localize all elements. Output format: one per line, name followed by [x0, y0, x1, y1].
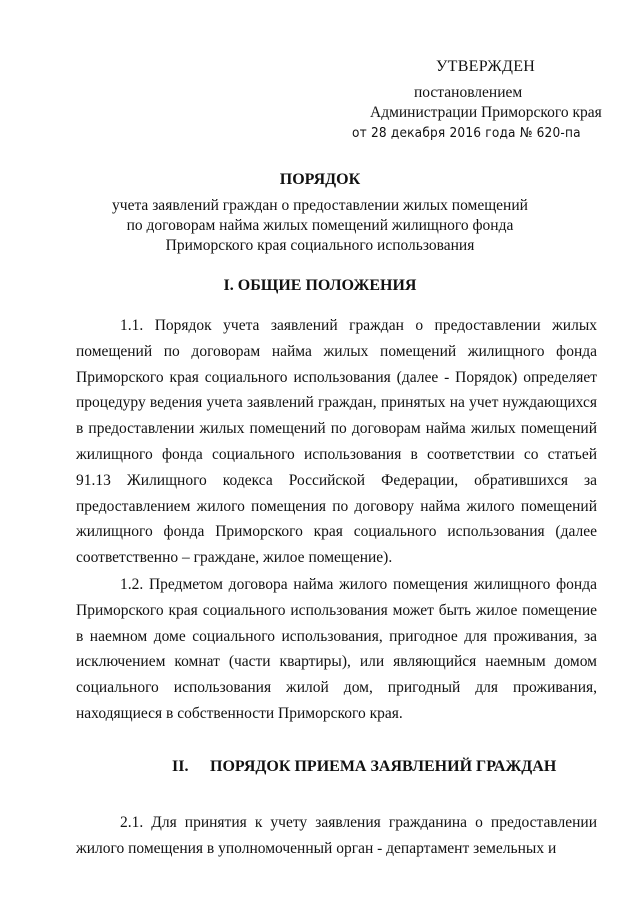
subtitle-line: учета заявлений граждан о предоставлении жилых помещений [112, 197, 528, 214]
paragraph-text: 1.2. Предметом договора найма жилого помещения жилищного фонда Приморского края социального использования может быть жилое помещение в наемном доме социального использования, пригодное для проживания, за исключением комнат (части квартиры), или являющийся наемным домом социального использования жилой дом, пригодный для проживания, находящиеся в собственности Приморского края. [76, 576, 597, 722]
approval-stamp-line-3: от 28 декабря 2016 года № 620-па [352, 125, 581, 141]
subtitle-line: по договорам найма жилых помещений жилищного фонда [126, 217, 514, 234]
section-2-title: ПОРЯДОК ПРИЕМА ЗАЯВЛЕНИЙ ГРАЖДАН [210, 758, 557, 775]
approval-stamp-line-1: постановлением [414, 84, 523, 101]
paragraph-1-2 [76, 572, 597, 727]
document-subtitle [0, 196, 640, 256]
subtitle-line: Приморского края социального использования [165, 237, 475, 254]
approval-stamp-line-2: Администрации Приморского края [370, 104, 602, 121]
paragraph-text: 2.1. Для принятия к учету заявления гражданина о предоставлении жилого помещения в уполномоченный орган - департамент земельных и [76, 814, 597, 857]
paragraph-text: 1.1. Порядок учета заявлений граждан о предоставлении жилых помещений по договорам найма жилых помещений жилищного фонда Приморского края социального использования (далее - Порядок) определяет процедуру ведения учета заявлений граждан, принятых на учет нуждающихся в предоставлении жилых помещений по договорам найма жилых помещений жилищного фонда социального использования в соответствии со статьей 91.13 Жилищного кодекса Российской Федерации, обратившихся за предоставлением жилого помещения по договору найма жилого помещений жилищного фонда Приморского края социального использования (далее соответственно – граждане, жилое помещение). [76, 317, 597, 567]
section-2-number: II. [172, 758, 189, 775]
paragraph-1-1 [76, 313, 597, 571]
paragraph-2-1 [76, 810, 597, 862]
document-title: ПОРЯДОК [279, 171, 361, 188]
section-1-heading: I. ОБЩИЕ ПОЛОЖЕНИЯ [223, 277, 417, 294]
approval-stamp-title: УТВЕРЖДЕН [436, 58, 536, 75]
section-2-heading [172, 758, 556, 776]
